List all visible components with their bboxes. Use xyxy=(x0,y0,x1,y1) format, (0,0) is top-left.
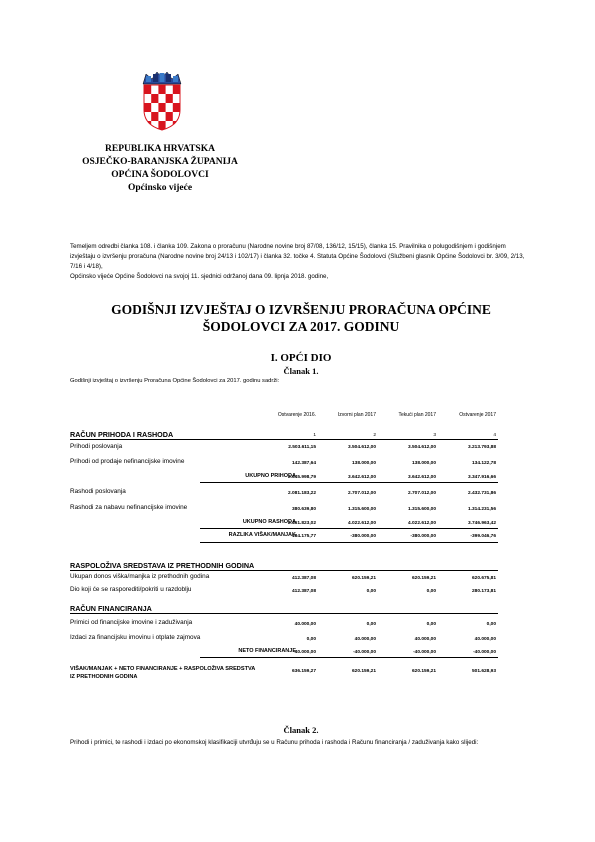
divider xyxy=(70,570,498,571)
row-value: 2.432.731,86 xyxy=(467,491,496,496)
row-value: 4.022.612,00 xyxy=(347,521,376,526)
row-value: 40.000,00 xyxy=(414,637,436,642)
crown xyxy=(143,72,181,84)
divider xyxy=(200,528,498,529)
column-number-2: 2 xyxy=(373,433,376,438)
row-value: 3.347.916,66 xyxy=(467,475,496,480)
net-financing-label: NETO FINANCIRANJE xyxy=(238,648,296,654)
row-label: Rashodi za nabavu nefinancijske imovine xyxy=(70,504,188,511)
intro-legal-basis: Temeljem odredbi članka 108. i članka 109. Zakona o proračunu (Narodne novine broj 87/08, 136/12, 15/15), članka 15. Pravilnika o polugodišnjem i godišnjem izvještaju o izvršenju proračuna (Narodne novine broj 24/13 i 102/17) i članka 32. točke 4. Statuta Općine Šodolovci (Službeni glasnik Općine Šodolovci br. 3/09, 2/13, 7/16 i 4/18), xyxy=(70,243,525,270)
row-label: Prihodi od prodaje nefinancijske imovine xyxy=(70,458,185,465)
row-value: 1.315.600,00 xyxy=(407,507,436,512)
row-value: 184.175,77 xyxy=(291,534,316,539)
row-value: 412.387,08 xyxy=(291,589,316,594)
row-value: 142.387,64 xyxy=(291,461,316,466)
column-header-2: Izvorni plan 2017 xyxy=(337,412,376,418)
row-value: 138.000,00 xyxy=(411,461,436,466)
row-value: 4.022.612,00 xyxy=(407,521,436,526)
row-value: -40.000,00 xyxy=(473,650,496,655)
section-financing: RAČUN FINANCIRANJA xyxy=(70,604,152,613)
row-value: 3.504.612,00 xyxy=(407,445,436,450)
header-county: OSJEČKO-BARANJSKA ŽUPANIJA xyxy=(82,157,238,167)
row-value: -380.000,00 xyxy=(410,534,436,539)
row-value: 620.159,21 xyxy=(411,576,436,581)
difference-label: RAZLIKA VIŠAK/MANJAK xyxy=(228,532,296,538)
row-value: 0,00 xyxy=(366,622,376,627)
section-available-funds: RASPOLOŽIVA SREDSTAVA IZ PRETHODNIH GODINA xyxy=(70,561,255,570)
row-value: 134.122,78 xyxy=(471,461,496,466)
row-value: 40.000,00 xyxy=(294,622,316,627)
row-value: 620.159,21 xyxy=(351,576,376,581)
row-value: 0,00 xyxy=(306,637,316,642)
article-2-heading: Članak 2. xyxy=(283,725,319,735)
row-value: 40.000,00 xyxy=(474,637,496,642)
row-value: 2.461.823,02 xyxy=(287,521,316,526)
row-value: 280.173,81 xyxy=(471,589,496,594)
row-value: 0,00 xyxy=(426,589,436,594)
checkerboard-shield xyxy=(144,85,180,131)
row-value: -399.046,76 xyxy=(470,534,496,539)
row-label: Primici od financijske imovine i zaduživanja xyxy=(70,619,193,626)
header-republic: REPUBLIKA HRVATSKA xyxy=(105,144,215,154)
row-value: 3.504.612,00 xyxy=(347,445,376,450)
row-value: 1.314.231,56 xyxy=(467,507,496,512)
row-value: 3.746.963,42 xyxy=(467,521,496,526)
row-value: 40.000,00 xyxy=(294,650,316,655)
row-value: -380.000,00 xyxy=(350,534,376,539)
divider xyxy=(200,657,498,658)
row-value: 2.707.012,00 xyxy=(347,491,376,496)
title-line-2: ŠODOLOVCI ZA 2017. GODINU xyxy=(202,319,400,334)
row-value: 620.159,21 xyxy=(351,669,376,674)
row-label: Izdaci za financijsku imovinu i otplate zajmova xyxy=(70,634,201,641)
row-value: -40.000,00 xyxy=(353,650,376,655)
row-value: 3.642.612,00 xyxy=(347,475,376,480)
row-value: 2.707.012,00 xyxy=(407,491,436,496)
row-label: Rashodi poslovanja xyxy=(70,488,126,495)
divider xyxy=(70,613,498,614)
column-number-3: 3 xyxy=(433,433,436,438)
row-value: 3.642.612,00 xyxy=(407,475,436,480)
row-value: 412.387,08 xyxy=(291,576,316,581)
header-council: Općinsko vijeće xyxy=(127,183,193,193)
row-value: 636.159,27 xyxy=(291,669,316,674)
column-header-1: Ostvarenje 2016. xyxy=(277,412,316,418)
total-expenditure-label: UKUPNO RASHODA xyxy=(242,519,296,525)
row-value: 1.315.600,00 xyxy=(347,507,376,512)
row-value: 2.081.183,22 xyxy=(287,491,316,496)
intro-council-session: Općinsko vijeće Općine Šodolovci na svojoj 11. sjednici održanoj dana 09. lipnja 2018. godine, xyxy=(70,273,329,280)
row-value: 620.675,81 xyxy=(471,576,496,581)
section-revenue-expenditure: RAČUN PRIHODA I RASHODA xyxy=(70,430,174,439)
intro-paragraph xyxy=(70,242,532,282)
section-heading-general: I. OPĆI DIO xyxy=(270,352,332,364)
header-municipality: OPĆINA ŠODOLOVCI xyxy=(111,170,209,180)
article-2-text: Prihodi i primici, te rashodi i izdaci po ekonomskoj klasifikaciji utvrđuju se u Računu prihoda i rashoda i Računu financiranja / zaduživanja kako slijedi: xyxy=(70,739,479,746)
croatian-coat-of-arms xyxy=(141,70,183,132)
row-label: Dio koji će se rasporediti/pokriti u razdoblju xyxy=(70,586,192,593)
row-value: 0,00 xyxy=(366,589,376,594)
final-balance-label: VIŠAK/MANJAK + NETO FINANCIRANJE + RASPOLOŽIVA SREDSTVA IZ PRETHODNIH GODINA xyxy=(70,666,256,680)
column-number-4: 4 xyxy=(493,433,496,438)
row-value: 2.645.998,79 xyxy=(287,475,316,480)
divider xyxy=(200,482,498,483)
column-header-4: Ostvarenje 2017 xyxy=(459,412,496,418)
row-value: 40.000,00 xyxy=(354,637,376,642)
row-value: 620.159,21 xyxy=(411,669,436,674)
article-1-description: Godišnji izvještaj o izvršenju Proračuna Općine Šodolovci za 2017. godinu sadrži: xyxy=(70,378,280,384)
row-value: 380.639,80 xyxy=(291,507,316,512)
row-label: Prihodi poslovanja xyxy=(70,443,123,450)
row-value: 3.213.793,88 xyxy=(467,445,496,450)
divider xyxy=(200,542,498,543)
row-label: Ukupan donos viška/manjka iz prethodnih godina xyxy=(70,573,210,580)
document-title xyxy=(70,301,532,335)
divider xyxy=(70,439,498,440)
title-line-1: GODIŠNJI IZVJEŠTAJ O IZVRŠENJU PRORAČUNA OPĆINE xyxy=(111,302,491,317)
column-header-3: Tekući plan 2017 xyxy=(398,412,436,418)
row-value: 2.503.611,15 xyxy=(288,445,316,450)
column-number-1: 1 xyxy=(313,433,316,438)
row-value: 0,00 xyxy=(486,622,496,627)
total-revenue-label: UKUPNO PRIHODA xyxy=(245,473,296,479)
row-value: 0,00 xyxy=(426,622,436,627)
row-value: 138.000,00 xyxy=(351,461,376,466)
article-1-heading: Članak 1. xyxy=(283,366,319,376)
row-value: 501.628,93 xyxy=(471,669,496,674)
row-value: -40.000,00 xyxy=(413,650,436,655)
